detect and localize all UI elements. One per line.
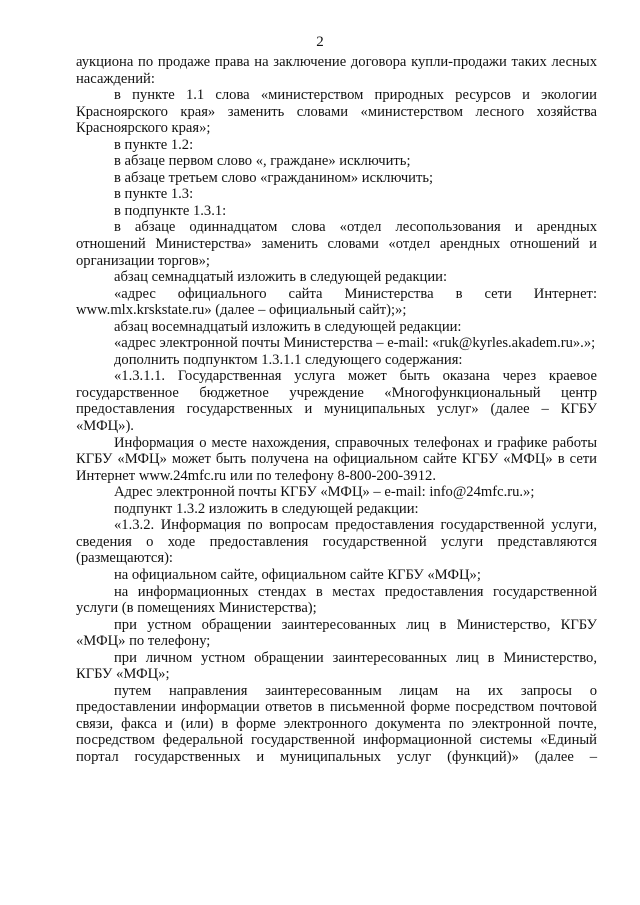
paragraph-on-website: на официальном сайте, официальном сайте КГБУ «МФЦ»; — [114, 566, 481, 583]
paragraph-item-1-2: в пункте 1.2: — [114, 136, 194, 153]
paragraph-subitem-1-3-2-intro: подпункт 1.3.2 изложить в следующей редакции: — [114, 500, 419, 517]
paragraph-item-1-3: в пункте 1.3: — [114, 186, 194, 203]
paragraph-mfc-email: Адрес электронной почты КГБУ «МФЦ» – e-mail: info@24mfc.ru.»; — [114, 484, 535, 501]
paragraph-eleventh-abzac: в абзаце одиннадцатом слова «отдел лесопользования и арендных отношений Министерства» заменить словами «отдел арендных отношений и организации торгов»; — [76, 219, 597, 269]
paragraph-subitem-1-3-1-1: «1.3.1.1. Государственная услуга может быть оказана через краевое государственное бюджетное учреждение «Многофункциональный центр предоставления государственных и муниципальных услуг» (далее – КГБУ «МФЦ»). — [76, 368, 597, 435]
paragraph-website-address: «адрес официального сайта Министерства в сети Интернет: www.mlx.krskstate.ru» (далее – официальный сайт);»; — [76, 285, 597, 319]
paragraph-add-subitem: дополнить подпунктом 1.3.1.1 следующего содержания: — [114, 351, 463, 368]
paragraph-phone-request: при устном обращении заинтересованных лиц в Министерство, КГБУ «МФЦ» по телефону; — [76, 616, 597, 650]
paragraph-mfc-info: Информация о месте нахождения, справочных телефонах и графике работы КГБУ «МФЦ» может быть получена на официальном сайте КГБУ «МФЦ» в сети Интернет www.24mfc.ru или по телефону 8-800-200-3912. — [76, 434, 597, 484]
paragraph-info-stands: на информационных стендах в местах предоставления государственной услуги (в помещениях Министерства); — [76, 583, 597, 617]
paragraph-auction-continuation: аукциона по продаже права на заключение договора купли-продажи таких лесных насаждений: — [76, 54, 597, 87]
paragraph-email-address: «адрес электронной почты Министерства – e-mail: «ruk@kyrles.akadem.ru».»; — [114, 335, 596, 352]
document-body — [76, 54, 597, 766]
page-number: 2 — [316, 34, 324, 50]
paragraph-first-abzac: в абзаце первом слово «, граждане» исключить; — [114, 153, 411, 170]
paragraph-eighteenth-abzac: абзац восемнадцатый изложить в следующей редакции: — [114, 318, 462, 335]
paragraph-personal-request: при личном устном обращении заинтересованных лиц в Министерство, КГБУ «МФЦ»; — [76, 649, 597, 683]
paragraph-written-response: путем направления заинтересованным лицам на их запросы о предоставлении информации ответов в письменной форме посредством почтовой связи, факса и (или) в форме электронного документа по электронной почте, посредством федеральной государственной информационной системы «Единый портал государственных и муниципальных услуг (функций)» (далее – — [76, 682, 597, 765]
paragraph-item-1-1: в пункте 1.1 слова «министерством природных ресурсов и экологии Красноярского края» заменить словами «министерством лесного хозяйства Красноярского края»; — [76, 87, 597, 137]
paragraph-subitem-1-3-1: в подпункте 1.3.1: — [114, 202, 227, 219]
paragraph-seventeenth-abzac: абзац семнадцатый изложить в следующей редакции: — [114, 269, 448, 286]
paragraph-subitem-1-3-2: «1.3.2. Информация по вопросам предоставления государственной услуги, сведения о ходе предоставления государственной услуги представляются (размещаются): — [76, 517, 597, 567]
paragraph-third-abzac: в абзаце третьем слово «гражданином» исключить; — [114, 169, 434, 186]
